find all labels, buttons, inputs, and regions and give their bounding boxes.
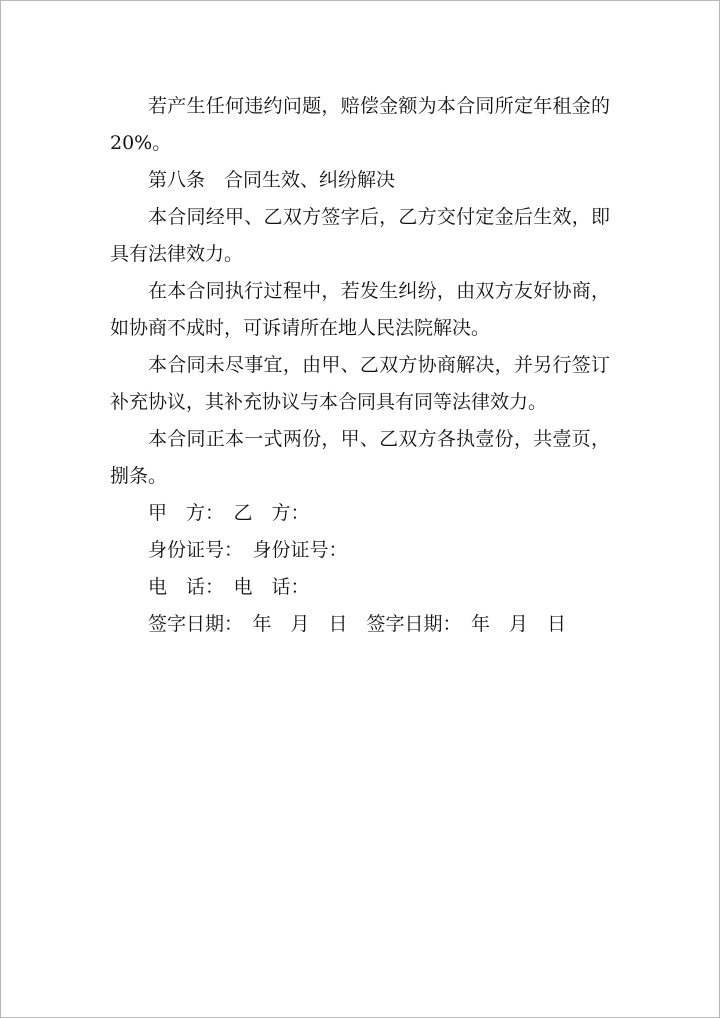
paragraph-contract-effect: 本合同经甲、乙双方签字后，乙方交付定金后生效，即具有法律效力。 xyxy=(110,206,610,265)
paragraph-copies: 本合同正本一式两份，甲、乙双方各执壹份，共壹页，捌条。 xyxy=(110,428,610,487)
paragraph-dispute-resolution: 在本合同执行过程中，若发生纠纷，由双方友好协商，如协商不成时，可诉请所在地人民法院解决。 xyxy=(110,280,610,339)
paragraph-breach-compensation: 若产生任何违约问题，赔偿金额为本合同所定年租金的20%。 xyxy=(110,95,610,154)
signature-id-line: 身份证号： 身份证号： xyxy=(148,539,348,561)
article-eight-heading: 第八条 合同生效、纠纷解决 xyxy=(148,169,396,191)
document-body xyxy=(110,88,610,643)
signature-phone-line: 电 话： 电 话： xyxy=(148,576,310,598)
paragraph-supplementary-agreement: 本合同未尽事宜，由甲、乙双方协商解决，并另行签订补充协议，其补充协议与本合同具有同等法律效力。 xyxy=(110,354,610,413)
signature-date-line: 签字日期： 年 月 日 签字日期： 年 月 日 xyxy=(148,613,567,635)
signature-party-line: 甲 方： 乙 方： xyxy=(148,502,310,524)
